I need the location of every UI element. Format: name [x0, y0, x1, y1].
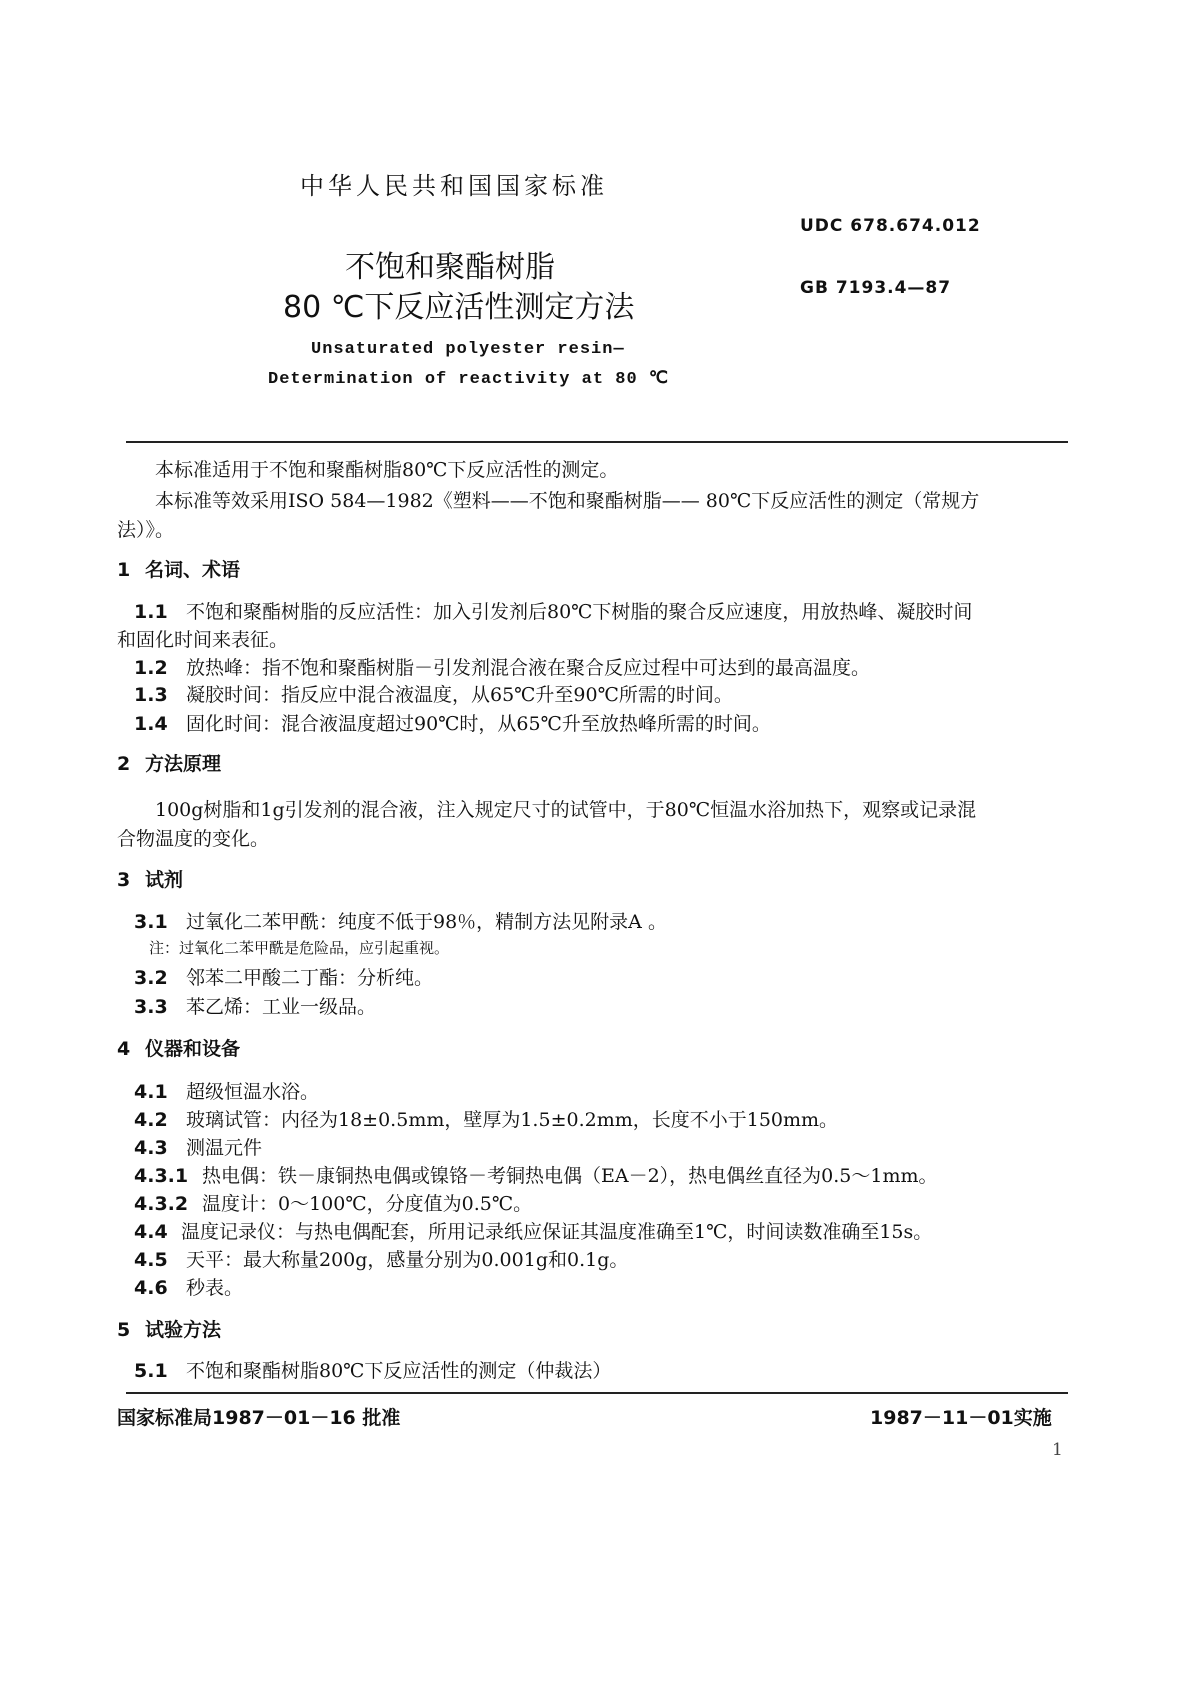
- clause-text: 过氧化二苯甲酰：纯度不低于98％，精制方法见附录A 。: [186, 911, 667, 933]
- clause-number: 4.6: [134, 1277, 168, 1299]
- clause-number: 4.4: [134, 1221, 168, 1243]
- title-cn-line2: 80 ℃下反应活性测定方法: [283, 290, 635, 325]
- clause-number: 4.1: [134, 1081, 168, 1103]
- clause-text: 苯乙烯：工业一级品。: [186, 996, 377, 1018]
- clause-1-1-continued: 和固化时间来表征。: [117, 629, 289, 651]
- clause-text: 玻璃试管：内径为18±0.5mm，壁厚为1.5±0.2mm，长度不小于150mm。: [186, 1109, 839, 1131]
- clause-1-1: [134, 597, 972, 624]
- clause-number: 3.1: [134, 911, 168, 933]
- clause-number: 4.3: [134, 1137, 168, 1159]
- clause-text: 邻苯二甲酸二丁酯：分析纯。: [186, 967, 434, 989]
- clause-4-2: [134, 1105, 838, 1132]
- header-rule: [126, 441, 1068, 443]
- section-4-heading: [117, 1034, 240, 1061]
- section-number: 4: [117, 1038, 131, 1060]
- clause-text: 测温元件: [186, 1137, 263, 1159]
- clause-4-1: [134, 1077, 319, 1104]
- title-en-line1: Unsaturated polyester resin—: [311, 340, 625, 359]
- clause-number: 5.1: [134, 1360, 168, 1382]
- page-number: 1: [1052, 1440, 1063, 1460]
- intro-paragraph-2-line1: 本标准等效采用ISO 584—1982《塑料——不饱和聚酯树脂—— 80℃下反应活性的测定（常规方: [155, 490, 980, 512]
- clause-text: 放热峰：指不饱和聚酯树脂－引发剂混合液在聚合反应过程中可达到的最高温度。: [186, 657, 871, 679]
- clause-4-3-1: [134, 1161, 938, 1188]
- clause-number: 1.4: [134, 713, 168, 735]
- section-title: 方法原理: [145, 753, 222, 775]
- section-1-heading: [117, 555, 240, 582]
- clause-1-4: [134, 709, 771, 736]
- clause-number: 4.5: [134, 1249, 168, 1271]
- clause-4-6: [134, 1273, 243, 1300]
- clause-text: 凝胶时间：指反应中混合液温度，从65℃升至90℃所需的时间。: [186, 684, 733, 706]
- approval-date: 国家标准局1987－01－16 批准: [117, 1407, 401, 1429]
- clause-4-5: [134, 1245, 628, 1272]
- section-number: 1: [117, 559, 131, 581]
- note-3: 注：过氧化二苯甲酰是危险品，应引起重视。: [149, 939, 450, 957]
- clause-number: 4.3.2: [134, 1193, 189, 1215]
- clause-text: 天平：最大称量200g，感量分别为0.001g和0.1g。: [186, 1249, 629, 1271]
- section-title: 试验方法: [145, 1319, 222, 1341]
- section-3-heading: [117, 865, 183, 892]
- title-cn-line1: 不饱和聚酯树脂: [345, 250, 555, 285]
- clause-number: 1.2: [134, 657, 168, 679]
- section-2-heading: [117, 749, 221, 776]
- title-en-line2: Determination of reactivity at 80 ℃: [268, 370, 669, 389]
- clause-number: 4.3.1: [134, 1165, 189, 1187]
- clause-1-3: [134, 680, 733, 707]
- clause-text: 温度计：0～100℃，分度值为0.5℃。: [202, 1193, 533, 1215]
- clause-number: 3.3: [134, 996, 168, 1018]
- clause-1-2: [134, 653, 870, 680]
- clause-4-3-2: [134, 1189, 532, 1216]
- section-title: 试剂: [145, 869, 184, 891]
- section-title: 名词、术语: [145, 559, 241, 581]
- clause-number: 1.3: [134, 684, 168, 706]
- clause-4-3: [134, 1133, 262, 1160]
- section-2-paragraph-line1: 100g树脂和1g引发剂的混合液，注入规定尺寸的试管中，于80℃恒温水浴加热下，观察或记录混: [155, 799, 977, 821]
- clause-number: 1.1: [134, 601, 168, 623]
- footer-rule: [126, 1392, 1068, 1394]
- clause-number: 3.2: [134, 967, 168, 989]
- national-standard-heading: 中华人民共和国国家标准: [300, 172, 608, 200]
- clause-text: 超级恒温水浴。: [186, 1081, 320, 1103]
- clause-text: 秒表。: [186, 1277, 244, 1299]
- clause-3-1: [134, 907, 667, 934]
- clause-4-4: [134, 1217, 932, 1244]
- udc-code: UDC 678.674.012: [800, 216, 981, 236]
- clause-3-2: [134, 963, 433, 990]
- clause-number: 4.2: [134, 1109, 168, 1131]
- clause-text: 热电偶：铁－康铜热电偶或镍铬－考铜热电偶（EA－2），热电偶丝直径为0.5～1mm。: [202, 1165, 938, 1187]
- clause-5-1: [134, 1356, 611, 1383]
- section-title: 仪器和设备: [145, 1038, 241, 1060]
- section-number: 3: [117, 869, 131, 891]
- intro-paragraph-1: 本标准适用于不饱和聚酯树脂80℃下反应活性的测定。: [155, 459, 619, 481]
- clause-text: 不饱和聚酯树脂80℃下反应活性的测定（仲裁法）: [186, 1360, 612, 1382]
- section-number: 2: [117, 753, 131, 775]
- section-2-paragraph-line2: 合物温度的变化。: [117, 828, 270, 850]
- section-5-heading: [117, 1315, 221, 1342]
- gb-code: GB 7193.4—87: [800, 278, 952, 298]
- clause-3-3: [134, 992, 376, 1019]
- effective-date: 1987－11－01实施: [870, 1407, 1052, 1429]
- clause-text: 固化时间：混合液温度超过90℃时，从65℃升至放热峰所需的时间。: [186, 713, 771, 735]
- section-number: 5: [117, 1319, 131, 1341]
- intro-paragraph-2-line2: 法）》。: [117, 519, 175, 541]
- clause-text: 温度记录仪：与热电偶配套，所用记录纸应保证其温度准确至1℃，时间读数准确至15s。: [181, 1221, 933, 1243]
- clause-text: 不饱和聚酯树脂的反应活性：加入引发剂后80℃下树脂的聚合反应速度，用放热峰、凝胶时间: [186, 601, 973, 623]
